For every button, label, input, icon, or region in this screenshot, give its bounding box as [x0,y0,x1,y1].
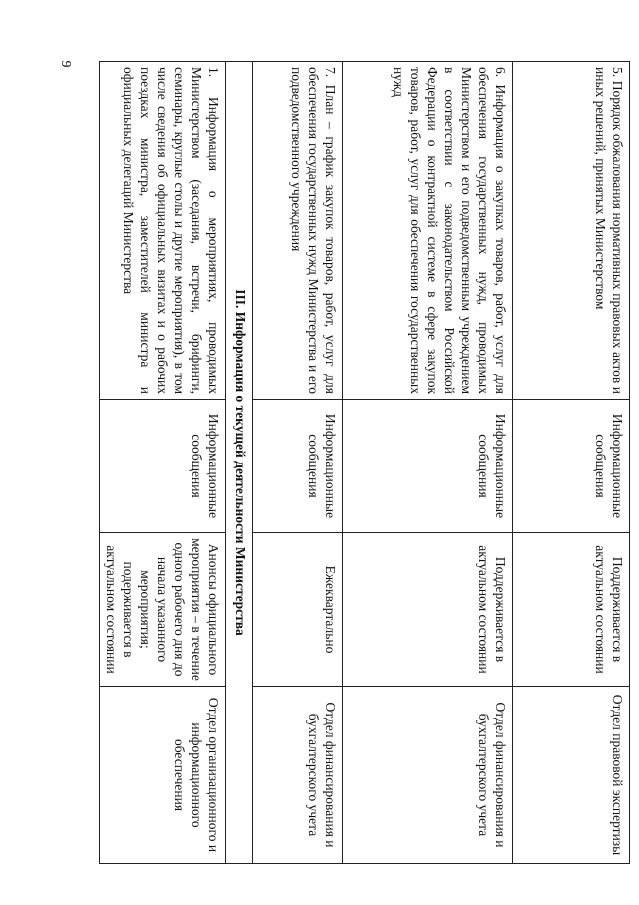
period-cell: Анонсы официального мероприятия – в течение одного рабочего дня до начала указанного мероприятия; подерживается в актуальном состоянии [100,533,226,687]
responsible-cell: Отдел финансирования и бухгалтерского учета [343,687,513,864]
item-cell: 6. Информация о закупках товаров, работ, услуг для обеспечения государственных нужд, проводимых Министерством и его подведомственным учреждением в соответствии с законодательством Российской Федерации о контрактной системе в сфере закупок товаров, работ, услуг для обеспечения государственных нужд [343,62,513,400]
section-header-row [226,62,253,864]
form-cell: Информационные сообщения [343,400,513,533]
responsible-cell: Отдел организационного и информационного обеспечения [100,687,226,864]
period-cell: Поддерживается в актуальном состоянии [343,533,513,687]
table-row [343,62,513,864]
table-row [100,62,226,864]
item-cell: 1. Информация о мероприятиях, проводимых Министерством (заседания, встречи, брифинги, семинары, круглые столы и другие мероприятия), в том числе сведения об официальных визитах и о рабочих поездках министра, заместителей министра и официальных делегаций Министерства [100,62,226,400]
responsible-cell: Отдел правовой экспертизы [513,687,630,864]
item-cell: 7. План – график закупок товаров, работ, услуг для обеспечения государственных нужд Министерства и его подведомственного учреждения [253,62,343,400]
activity-table [99,61,630,864]
item-cell: 5. Порядок обжалования нормативных правовых актов и иных решений, принятых Министерством [513,62,630,400]
period-cell: Ежеквартально [253,533,343,687]
responsible-cell: Отдел финансирования и бухгалтерского учета [253,687,343,864]
table-row [253,62,343,864]
rotated-table-container [100,61,630,863]
period-cell: Поддерживается в актуальном состоянии [513,533,630,687]
form-cell: Информационные сообщения [513,400,630,533]
section-title: III. Информация о текущей деятельности Министерства [226,62,253,864]
form-cell: Информационные сообщения [253,400,343,533]
table-row [513,62,630,864]
form-cell: Информационные сообщения [100,400,226,533]
page-number: 9 [58,60,73,68]
